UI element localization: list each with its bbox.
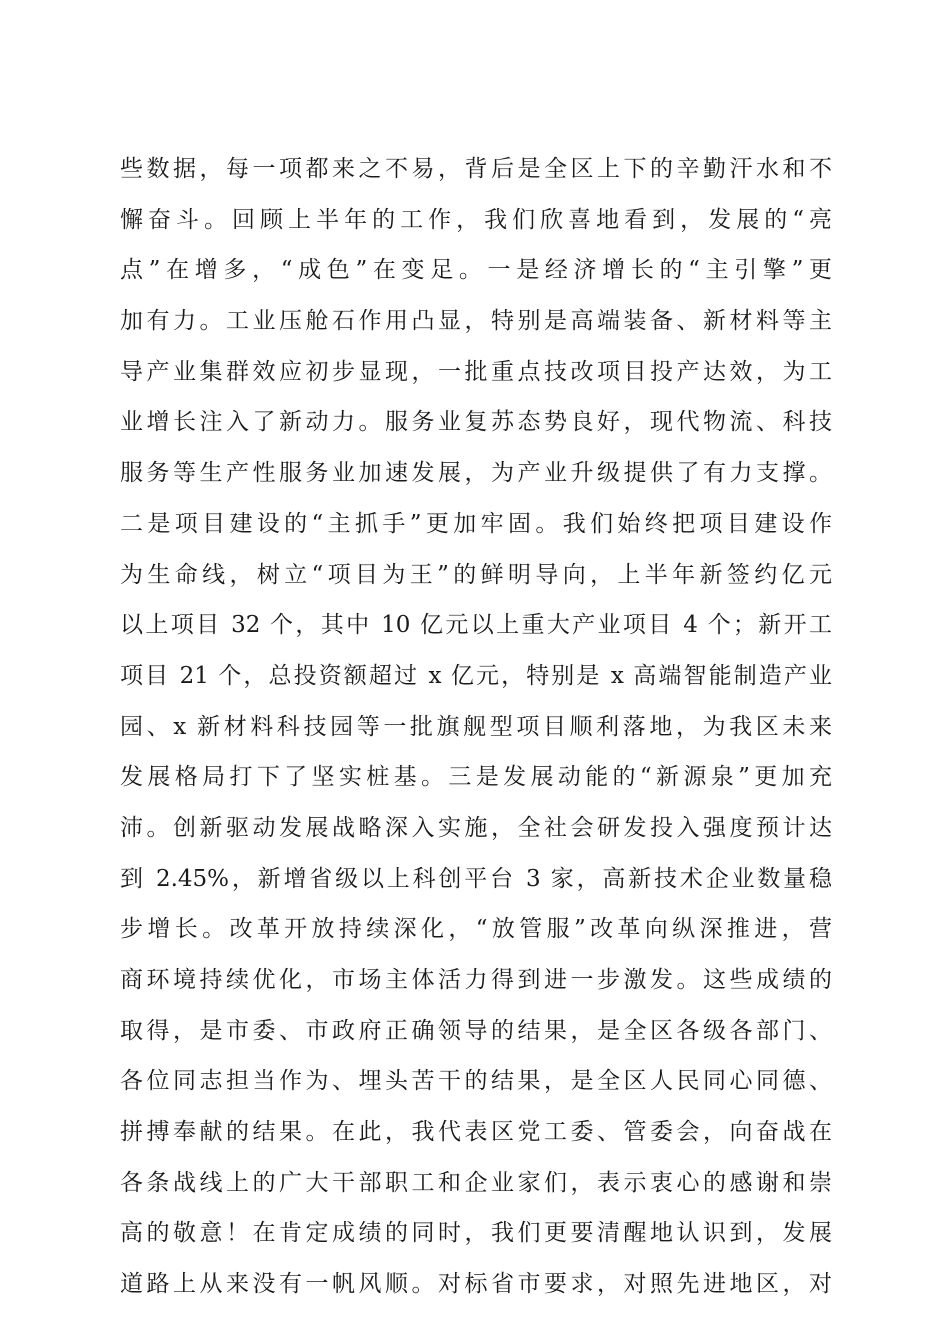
text-line: 业增长注入了新动力。服务业复苏态势良好，现代物流、科技 [120,409,832,436]
text-line: 点”在增多，“成色”在变足。一是经济增长的“主引擎”更 [120,257,832,284]
text-line: 沛。创新驱动发展战略深入实施，全社会研发投入强度预计达 [120,814,832,841]
text-line: 拼搏奉献的结果。在此，我代表区党工委、管委会，向奋战在 [120,1119,832,1146]
text-line: 高的敬意！在肯定成绩的同时，我们更要清醒地认识到，发展 [120,1220,832,1247]
text-line: 园、x 新材料科技园等一批旗舰型项目顺利落地，为我区未来 [120,713,832,740]
text-line: 加有力。工业压舱石作用凸显，特别是高端装备、新材料等主 [120,308,832,335]
text-line: 服务等生产性服务业加速发展，为产业升级提供了有力支撑。 [120,460,832,487]
text-line: 各条战线上的广大干部职工和企业家们，表示衷心的感谢和崇 [120,1169,832,1196]
text-line: 导产业集群效应初步显现，一批重点技改项目投产达效，为工 [120,358,832,385]
text-line: 些数据，每一项都来之不易，背后是全区上下的辛勤汗水和不 [120,156,832,182]
text-line: 到 2.45%，新增省级以上科创平台 3 家，高新技术企业数量稳 [120,865,832,892]
text-line: 二是项目建设的“主抓手”更加牢固。我们始终把项目建设作 [120,510,832,537]
text-line: 发展格局打下了坚实桩基。三是发展动能的“新源泉”更加充 [120,764,832,791]
text-line: 步增长。改革开放持续深化，“放管服”改革向纵深推进，营 [120,916,832,943]
text-line: 取得，是市委、市政府正确领导的结果，是全区各级各部门、 [120,1017,832,1044]
text-line: 懈奋斗。回顾上半年的工作，我们欣喜地看到，发展的“亮 [120,206,832,233]
body-text [120,144,832,1310]
text-line: 以上项目 32 个，其中 10 亿元以上重大产业项目 4 个；新开工 [120,612,832,639]
text-line: 道路上从来没有一帆风顺。对标省市要求，对照先进地区，对 [120,1271,832,1298]
text-line: 商环境持续优化，市场主体活力得到进一步激发。这些成绩的 [120,967,832,993]
text-line: 各位同志担当作为、埋头苦干的结果，是全区人民同心同德、 [120,1068,832,1095]
text-line: 为生命线，树立“项目为王”的鲜明导向，上半年新签约亿元 [120,561,832,588]
text-line: 项目 21 个，总投资额超过 x 亿元，特别是 x 高端智能制造产业 [120,662,832,689]
